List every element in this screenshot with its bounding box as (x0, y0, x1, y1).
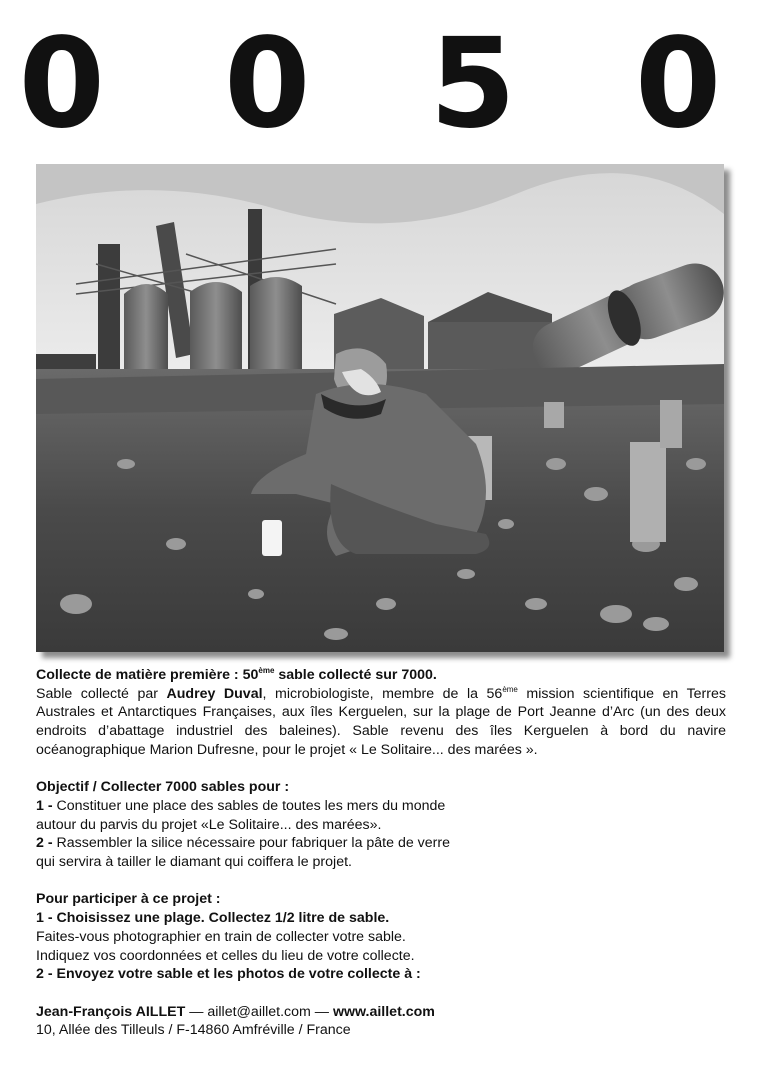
objective-item-2: 2 - Rassembler la silice nécessaire pour fabriquer la pâte de verre (36, 835, 451, 852)
objective-item-1-cont: autour du parvis du projet «Le Solitaire... des marées». (36, 816, 382, 833)
objective-heading: Objectif / Collecter 7000 sables pour : (36, 779, 290, 796)
objective-item-2-cont: qui servira à tailler le diamant qui coiffera le projet. (36, 854, 352, 871)
caption-text (36, 666, 726, 1040)
field-photo (36, 164, 724, 652)
contact-name: Jean-François AILLET (36, 1003, 186, 1020)
participate-step-1: 1 - Choisissez une plage. Collectez 1/2 litre de sable. (36, 910, 390, 927)
contact-email[interactable]: aillet@aillet.com (207, 1003, 311, 1020)
participate-line-3: Indiquez vos coordonnées et celles du lieu de votre collecte. (36, 947, 415, 964)
field-photo-illustration (36, 164, 724, 652)
page-number-title: 0 0 5 0 (18, 12, 760, 156)
collect-title: Collecte de matière première : 50ème sable collecté sur 7000. (36, 666, 437, 683)
participate-line-2: Faites-vous photographier en train de collecter votre sable. (36, 928, 406, 945)
contact-website[interactable]: www.aillet.com (332, 1003, 435, 1020)
contact-address: 10, Allée des Tilleuls / F-14860 Amfréville / France (36, 1022, 351, 1039)
collect-description: Sable collecté par Audrey Duval, microbiologiste, membre de la 56ème mission scientifique en Terres Australes et Antarctiques Françaises, aux îles Kerguelen, sur la plage de Port Jeanne d’Arc (un des deux endroits d’abattage industriel des baleines). Sable revenu des îles Kerguelen à bord du navire océanographique Marion Dufresne, pour le projet « Le Solitaire... des marées ». (36, 684, 726, 758)
participate-heading: Pour participer à ce projet : (36, 891, 221, 908)
participate-step-2: 2 - Envoyez votre sable et les photos de votre collecte à : (36, 966, 421, 983)
contact-line: Jean-François AILLET — aillet@aillet.com — www.aillet.com (36, 1003, 435, 1020)
objective-item-1: 1 - Constituer une place des sables de toutes les mers du monde (36, 797, 446, 814)
collector-name: Audrey Duval (166, 685, 263, 702)
